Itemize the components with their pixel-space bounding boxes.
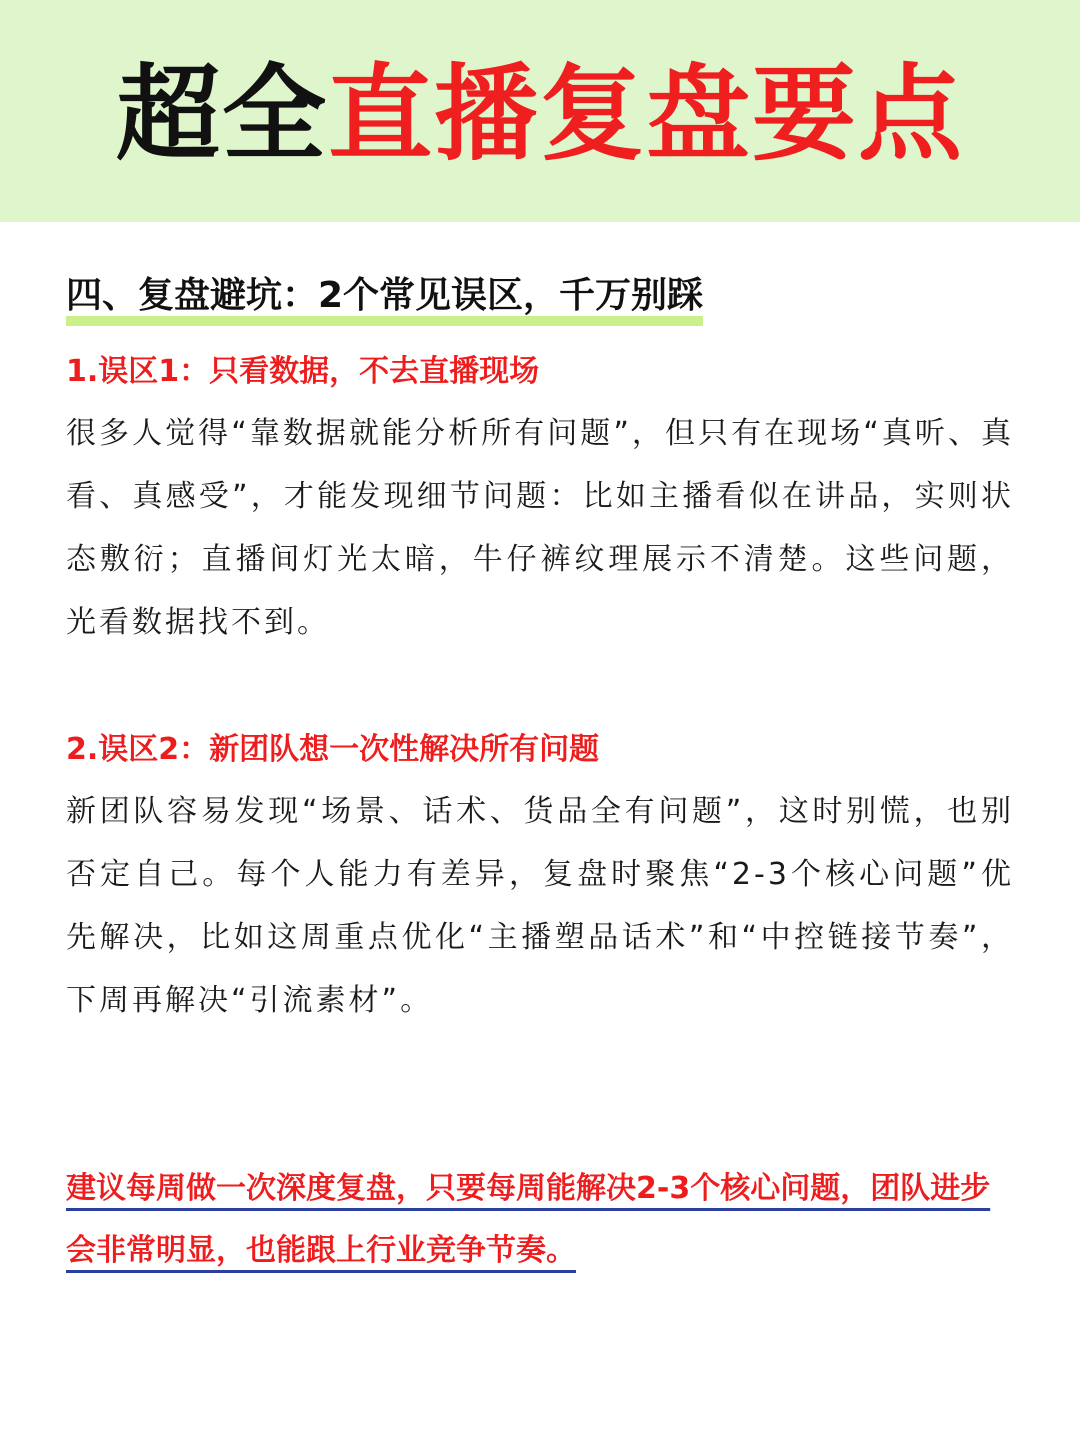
title-red-part: 直播复盘要点 <box>328 53 965 175</box>
page-title <box>0 44 1080 184</box>
item-2-body: 新团队容易发现“场景、话术、货品全有问题”，这时别慌，也别否定自己。每个人能力有差异，复盘时聚焦“2-3个核心问题”优先解决，比如这周重点优化“主播塑品话术”和“中控链接节奏”，下周再解决“引流素材”。 <box>66 794 1014 1018</box>
title-black-part: 超全 <box>115 53 328 175</box>
item-1-title: 1.误区1：只看数据，不去直播现场 <box>66 354 540 389</box>
item-1-body: 很多人觉得“靠数据就能分析所有问题”，但只有在现场“真听、真看、真感受”，才能发现细节问题：比如主播看似在讲品，实则状态敷衍；直播间灯光太暗，牛仔裤纹理展示不清楚。这些问题，光看数据找不到。 <box>66 416 1014 640</box>
advice-text: 建议每周做一次深度复盘，只要每周能解决2-3个核心问题，团队进步会非常明显，也能跟上行业竞争节奏。 <box>66 1171 991 1268</box>
advice-callout <box>66 1158 1014 1282</box>
section-heading: 四、复盘避坑：2个常见误区，千万别踩 <box>66 270 703 326</box>
item-2-title: 2.误区2：新团队想一次性解决所有问题 <box>66 732 600 767</box>
